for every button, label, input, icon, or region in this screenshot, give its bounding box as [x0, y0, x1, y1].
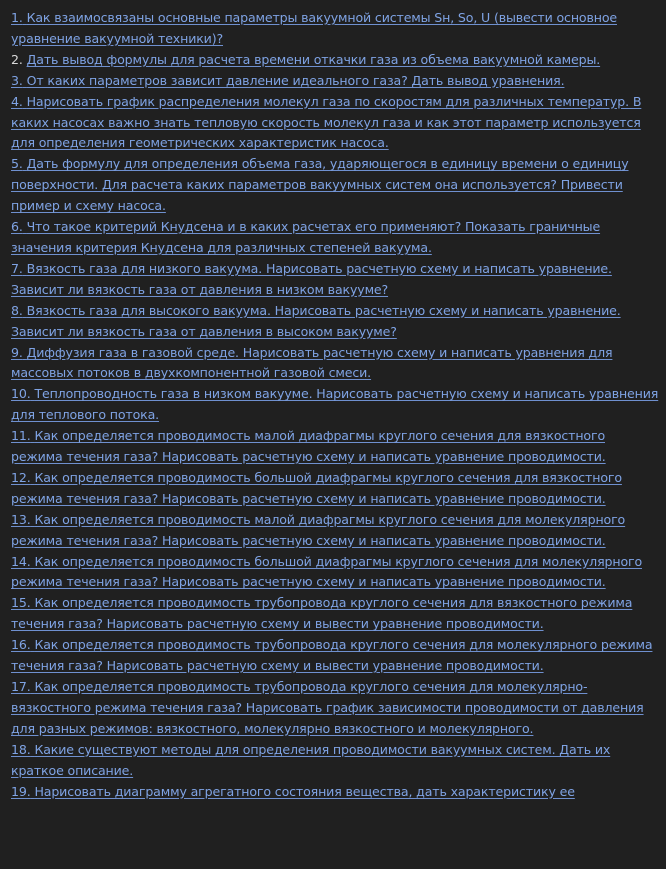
question-text: Как определяется проводимость трубопровода круглого сечения для вязкостного режима течения газа? Нарисовать расчетную схему и вывести уравнение проводимости. — [11, 595, 633, 632]
question-link[interactable] — [11, 742, 610, 778]
question-number: 5. — [11, 156, 23, 172]
question-item — [11, 301, 660, 343]
question-item — [11, 740, 660, 782]
question-text: Вязкость газа для низкого вакуума. Нарисовать расчетную схему и написать уравнение. Зависит ли вязкость газа от давления в низком вакууме? — [11, 260, 612, 297]
question-link[interactable] — [11, 156, 629, 213]
question-item — [11, 677, 660, 740]
question-link[interactable] — [11, 428, 606, 464]
question-link[interactable] — [11, 303, 621, 339]
question-link[interactable] — [11, 679, 644, 736]
question-number: 10. — [11, 386, 31, 402]
question-number: 2. — [11, 51, 23, 67]
question-text: Как определяется проводимость трубопровода круглого сечения для молекулярно-вязкостного режима течения газа? Нарисовать график зависимости проводимости от давления для разных режимов: вязкостного, молекулярно вязкостного и молекулярного. — [11, 679, 644, 736]
question-number: 7. — [11, 260, 23, 276]
question-item — [11, 593, 660, 635]
question-link[interactable] — [11, 386, 658, 422]
question-item — [11, 71, 660, 92]
question-text: Нарисовать диаграмму агрегатного состояния вещества, дать характеристику ее — [34, 783, 575, 799]
question-text: Как определяется проводимость малой диафрагмы круглого сечения для молекулярного режима течения газа? Нарисовать расчетную схему и написать уравнение проводимости. — [11, 511, 626, 548]
question-item — [11, 782, 660, 803]
question-link[interactable] — [11, 470, 622, 506]
question-number: 6. — [11, 219, 23, 235]
question-number: 3. — [11, 72, 23, 88]
question-item — [11, 510, 660, 552]
question-text: От каких параметров зависит давление идеального газа? Дать вывод уравнения. — [26, 72, 565, 88]
question-number: 12. — [11, 469, 31, 485]
question-link[interactable] — [27, 52, 601, 67]
question-text: Как определяется проводимость трубопровода круглого сечения для молекулярного режима течения газа? Нарисовать расчетную схему и вывести уравнение проводимости. — [11, 637, 653, 674]
question-text: Что такое критерий Кнудсена и в каких расчетах его применяют? Показать граничные значения критерия Кнудсена для различных степеней вакуума. — [11, 219, 601, 255]
question-link[interactable] — [11, 94, 641, 151]
question-number: 1. — [11, 10, 23, 25]
question-item — [11, 468, 660, 510]
question-link[interactable] — [11, 261, 612, 297]
question-item — [11, 50, 660, 71]
question-number: 4. — [11, 93, 23, 109]
question-number: 8. — [11, 302, 23, 318]
question-text: Какие существуют методы для определения проводимости вакуумных систем. Дать их краткое описание. — [11, 741, 611, 778]
question-link[interactable] — [11, 554, 642, 590]
question-item — [11, 8, 660, 50]
question-number: 9. — [11, 344, 23, 360]
question-link[interactable] — [11, 784, 575, 799]
question-number: 13. — [11, 511, 31, 527]
question-text: Как определяется проводимость большой диафрагмы круглого сечения для вязкостного режима течения газа? Нарисовать расчетную схему и написать уравнение проводимости. — [11, 469, 622, 506]
question-text: Вязкость газа для высокого вакуума. Нарисовать расчетную схему и написать уравнение. Зависит ли вязкость газа от давления в высоком вакууме? — [11, 302, 621, 339]
question-number: 18. — [11, 741, 31, 757]
question-link[interactable] — [11, 637, 652, 673]
question-number: 19. — [11, 783, 31, 799]
question-text: Дать вывод формулы для расчета времени откачки газа из объема вакуумной камеры. — [26, 51, 601, 67]
question-number: 14. — [11, 553, 31, 569]
question-item — [11, 343, 660, 385]
question-item — [11, 154, 660, 217]
question-number: 11. — [11, 428, 31, 444]
question-text: Диффузия газа в газовой среде. Нарисовать расчетную схему и написать уравнения для массовых потоков в двухкомпонентной газовой смеси. — [11, 344, 613, 381]
question-link[interactable] — [11, 73, 564, 88]
question-item — [11, 635, 660, 677]
question-item — [11, 552, 660, 594]
question-text: Дать формулу для определения объема газа, ударяющегося в единицу времени о единицу поверхности. Для расчета каких параметров вакуумных систем она используется? Привести пример и схему насоса. — [11, 156, 629, 214]
question-text: Теплопроводность газа в низком вакууме. Нарисовать расчетную схему и написать уравнения для теплового потока. — [11, 386, 659, 423]
question-text: Как взаимосвязаны основные параметры вакуумной системы Sн, So, U (вывести основное уравнение вакуумной техники)? — [11, 10, 617, 46]
question-link[interactable] — [11, 595, 632, 631]
question-text: Как определяется проводимость малой диафрагмы круглого сечения для вязкостного режима течения газа? Нарисовать расчетную схему и написать уравнение проводимости. — [11, 428, 606, 465]
question-item — [11, 384, 660, 426]
question-link[interactable] — [11, 10, 617, 46]
question-item — [11, 217, 660, 259]
question-item — [11, 92, 660, 155]
question-text: Как определяется проводимость большой диафрагмы круглого сечения для молекулярного режима течения газа? Нарисовать расчетную схему и написать уравнение проводимости. — [11, 553, 643, 590]
question-number: 17. — [11, 679, 31, 694]
question-item — [11, 259, 660, 301]
question-number: 16. — [11, 637, 31, 653]
question-text: Нарисовать график распределения молекул газа по скоростям для различных температур. В каких насосах важно знать тепловую скорость молекул газа и как этот параметр используется для определения геометрических характеристик насоса. — [11, 93, 642, 151]
question-item — [11, 426, 660, 468]
question-link[interactable] — [11, 219, 600, 255]
question-number: 15. — [11, 595, 31, 611]
question-link[interactable] — [11, 512, 625, 548]
question-link[interactable] — [11, 345, 612, 381]
